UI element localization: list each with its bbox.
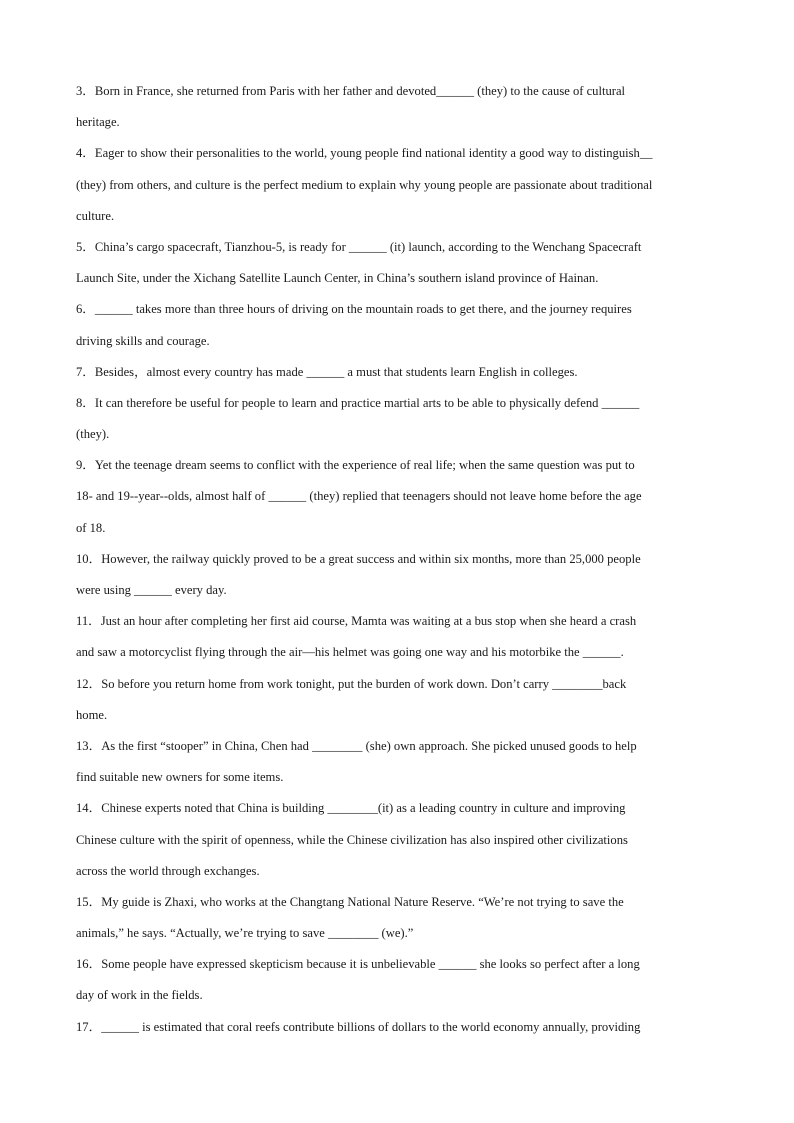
question-text-line: heritage. [76, 115, 120, 130]
question-text-line: 7．Besides，almost every country has made ______ a must that students learn English in colleges. [76, 364, 578, 379]
question-text-line: 4．Eager to show their personalities to the world, young people find national identity a good way to distinguish__ [76, 146, 653, 161]
question-text-line: (they). [76, 427, 110, 442]
question-text-line: Launch Site, under the Xichang Satellite Launch Center, in China’s southern island province of Hainan. [76, 271, 599, 286]
question-text-line: 3．Born in France, she returned from Paris with her father and devoted______ (they) to the cause of cultural [76, 84, 626, 98]
question-text-line: 12．So before you return home from work tonight, put the burden of work down. Don’t carry ________back [76, 676, 627, 691]
question-text-line: culture. [76, 208, 115, 223]
question-text-line: 14．Chinese experts noted that China is building ________(it) as a leading country in culture and improving [76, 801, 626, 816]
question-item [76, 388, 722, 450]
question-item [76, 294, 722, 356]
question-item [76, 138, 722, 232]
question-item [76, 544, 722, 606]
question-text-line: across the world through exchanges. [76, 863, 260, 878]
question-text-line: 6．______ takes more than three hours of driving on the mountain roads to get there, and the journey requires [76, 302, 632, 317]
question-text-line: were using ______ every day. [76, 583, 227, 597]
question-item [76, 669, 722, 731]
question-text-line: animals,” he says. “Actually, we’re trying to save ________ (we).” [76, 926, 414, 941]
question-item [76, 949, 722, 1011]
question-text-line: 15．My guide is Zhaxi, who works at the Changtang National Nature Reserve. “We’re not trying to save the [76, 894, 624, 909]
question-item [76, 606, 722, 668]
question-text-line: 10．However, the railway quickly proved to be a great success and within six months, more than 25,000 people [76, 551, 641, 566]
question-text-line: of 18. [76, 520, 106, 535]
question-item [76, 793, 722, 887]
question-text-line: 13．As the first “stooper” in China, Chen had ________ (she) own approach. She picked unused goods to help [76, 738, 637, 753]
question-text-line: 11．Just an hour after completing her first aid course, Mamta was waiting at a bus stop when she heard a crash [76, 614, 637, 629]
question-item [76, 76, 722, 138]
question-item [76, 450, 722, 544]
question-text-line: and saw a motorcyclist flying through the air—his helmet was going one way and his motorbike the ______. [76, 645, 624, 660]
question-item [76, 1012, 722, 1043]
question-text-line: find suitable new owners for some items. [76, 770, 284, 785]
question-text-line: home. [76, 707, 108, 722]
question-item [76, 887, 722, 949]
worksheet-page [76, 76, 722, 1043]
question-text-line: 18- and 19--year--olds, almost half of ______ (they) replied that teenagers should not leave home before the age [76, 489, 642, 504]
question-item [76, 232, 722, 294]
question-item [76, 357, 722, 388]
question-text-line: 8．It can therefore be useful for people to learn and practice martial arts to be able to physically defend ______ [76, 395, 640, 410]
question-text-line: 16．Some people have expressed skepticism because it is unbelievable ______ she looks so perfect after a long [76, 957, 640, 972]
question-text-line: driving skills and courage. [76, 333, 210, 348]
question-text-line: 17．______ is estimated that coral reefs contribute billions of dollars to the world economy annually, providing [76, 1019, 641, 1034]
question-text-line: 5．China’s cargo spacecraft, Tianzhou-5, is ready for ______ (it) launch, according to the Wenchang Spacecraft [76, 239, 642, 254]
question-text-line: (they) from others, and culture is the perfect medium to explain why young people are passionate about traditional [76, 177, 653, 192]
question-text-line: Chinese culture with the spirit of openness, while the Chinese civilization has also inspired other civilizations [76, 832, 628, 847]
question-text-line: 9．Yet the teenage dream seems to conflict with the experience of real life; when the same question was put to [76, 458, 635, 473]
question-item [76, 731, 722, 793]
question-text-line: day of work in the fields. [76, 988, 203, 1003]
